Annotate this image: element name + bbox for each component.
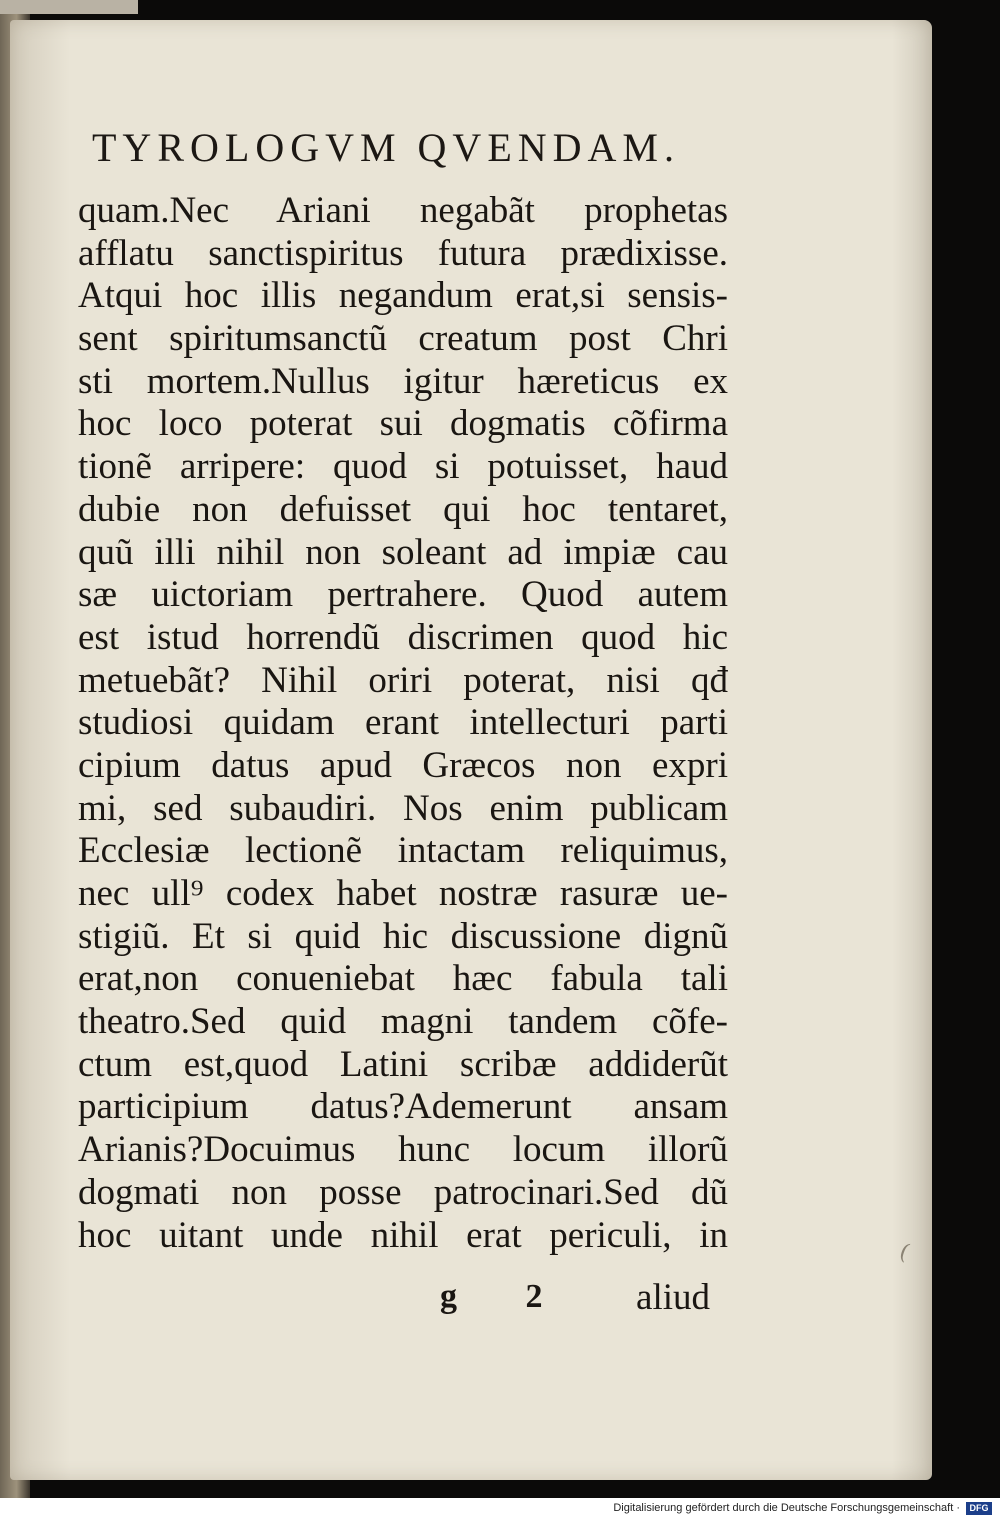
text-line: studiosi quidam erant intellecturi parti xyxy=(78,702,728,744)
text-line: dogmati non posse patrocinari.Sed dũ xyxy=(78,1171,728,1213)
text-line: sent spiritumsanctũ creatum post Chri xyxy=(78,318,728,360)
text-line: ctum est,quod Latini scribæ addiderũt xyxy=(78,1043,728,1085)
text-line: metuebãt? Nihil oriri poterat, nisi qđ xyxy=(78,659,728,701)
text-line: Ecclesiæ lectionẽ intactam reliquimus, xyxy=(78,830,728,872)
text-line: tionẽ arripere: quod si potuisset, haud xyxy=(78,446,728,488)
text-line: participium datus?Ademerunt ansam xyxy=(78,1086,728,1128)
text-line: theatro.Sed quid magni tandem cõfe- xyxy=(78,1001,728,1043)
running-head: TYROLOGVM QVENDAM. xyxy=(92,125,680,170)
text-line: sæ uictoriam pertrahere. Quod autem xyxy=(78,574,728,616)
text-line: quũ illi nihil non soleant ad impiæ cau xyxy=(78,531,728,573)
text-line: est istud horrendũ discrimen quod hic xyxy=(78,616,728,658)
text-line: dubie non defuisset qui hoc tentaret, xyxy=(78,488,728,530)
text-line: hoc uitant unde nihil erat periculi, in xyxy=(78,1214,728,1256)
dfg-logo: DFG xyxy=(966,1502,992,1515)
text-line: Arianis?Docuimus hunc locum illorũ xyxy=(78,1129,728,1171)
text-line: quam.Nec Ariani negabãt prophetas xyxy=(78,190,728,231)
credit-bar xyxy=(0,1498,1000,1520)
credit-text: Digitalisierung gefördert durch die Deutsche Forschungsgemeinschaft · xyxy=(613,1502,960,1514)
margin-mark: ( xyxy=(895,1239,913,1266)
text-line: stigiũ. Et si quid hic discussione dignũ xyxy=(78,915,728,957)
text-line: sti mortem.Nullus igitur hæreticus ex xyxy=(78,360,728,402)
text-line: afflatu sanctispiritus futura prædixisse. xyxy=(78,232,728,274)
page-footer xyxy=(78,1276,728,1320)
body-text xyxy=(78,190,728,1257)
text-line: mi, sed subaudiri. Nos enim publicam xyxy=(78,787,728,829)
book-cover-top xyxy=(0,0,138,14)
catchword: aliud xyxy=(636,1277,710,1318)
text-line: hoc loco poterat sui dogmatis cõfirma xyxy=(78,403,728,445)
text-line: nec ull⁹ codex habet nostræ rasuræ ue- xyxy=(78,873,728,914)
signature-mark: g 2 xyxy=(440,1278,573,1315)
text-line: cipium datus apud Græcos non expri xyxy=(78,744,728,786)
text-line: Atqui hoc illis negandum erat,si sensis- xyxy=(78,275,728,317)
text-line: erat,non conueniebat hæc fabula tali xyxy=(78,958,728,1000)
